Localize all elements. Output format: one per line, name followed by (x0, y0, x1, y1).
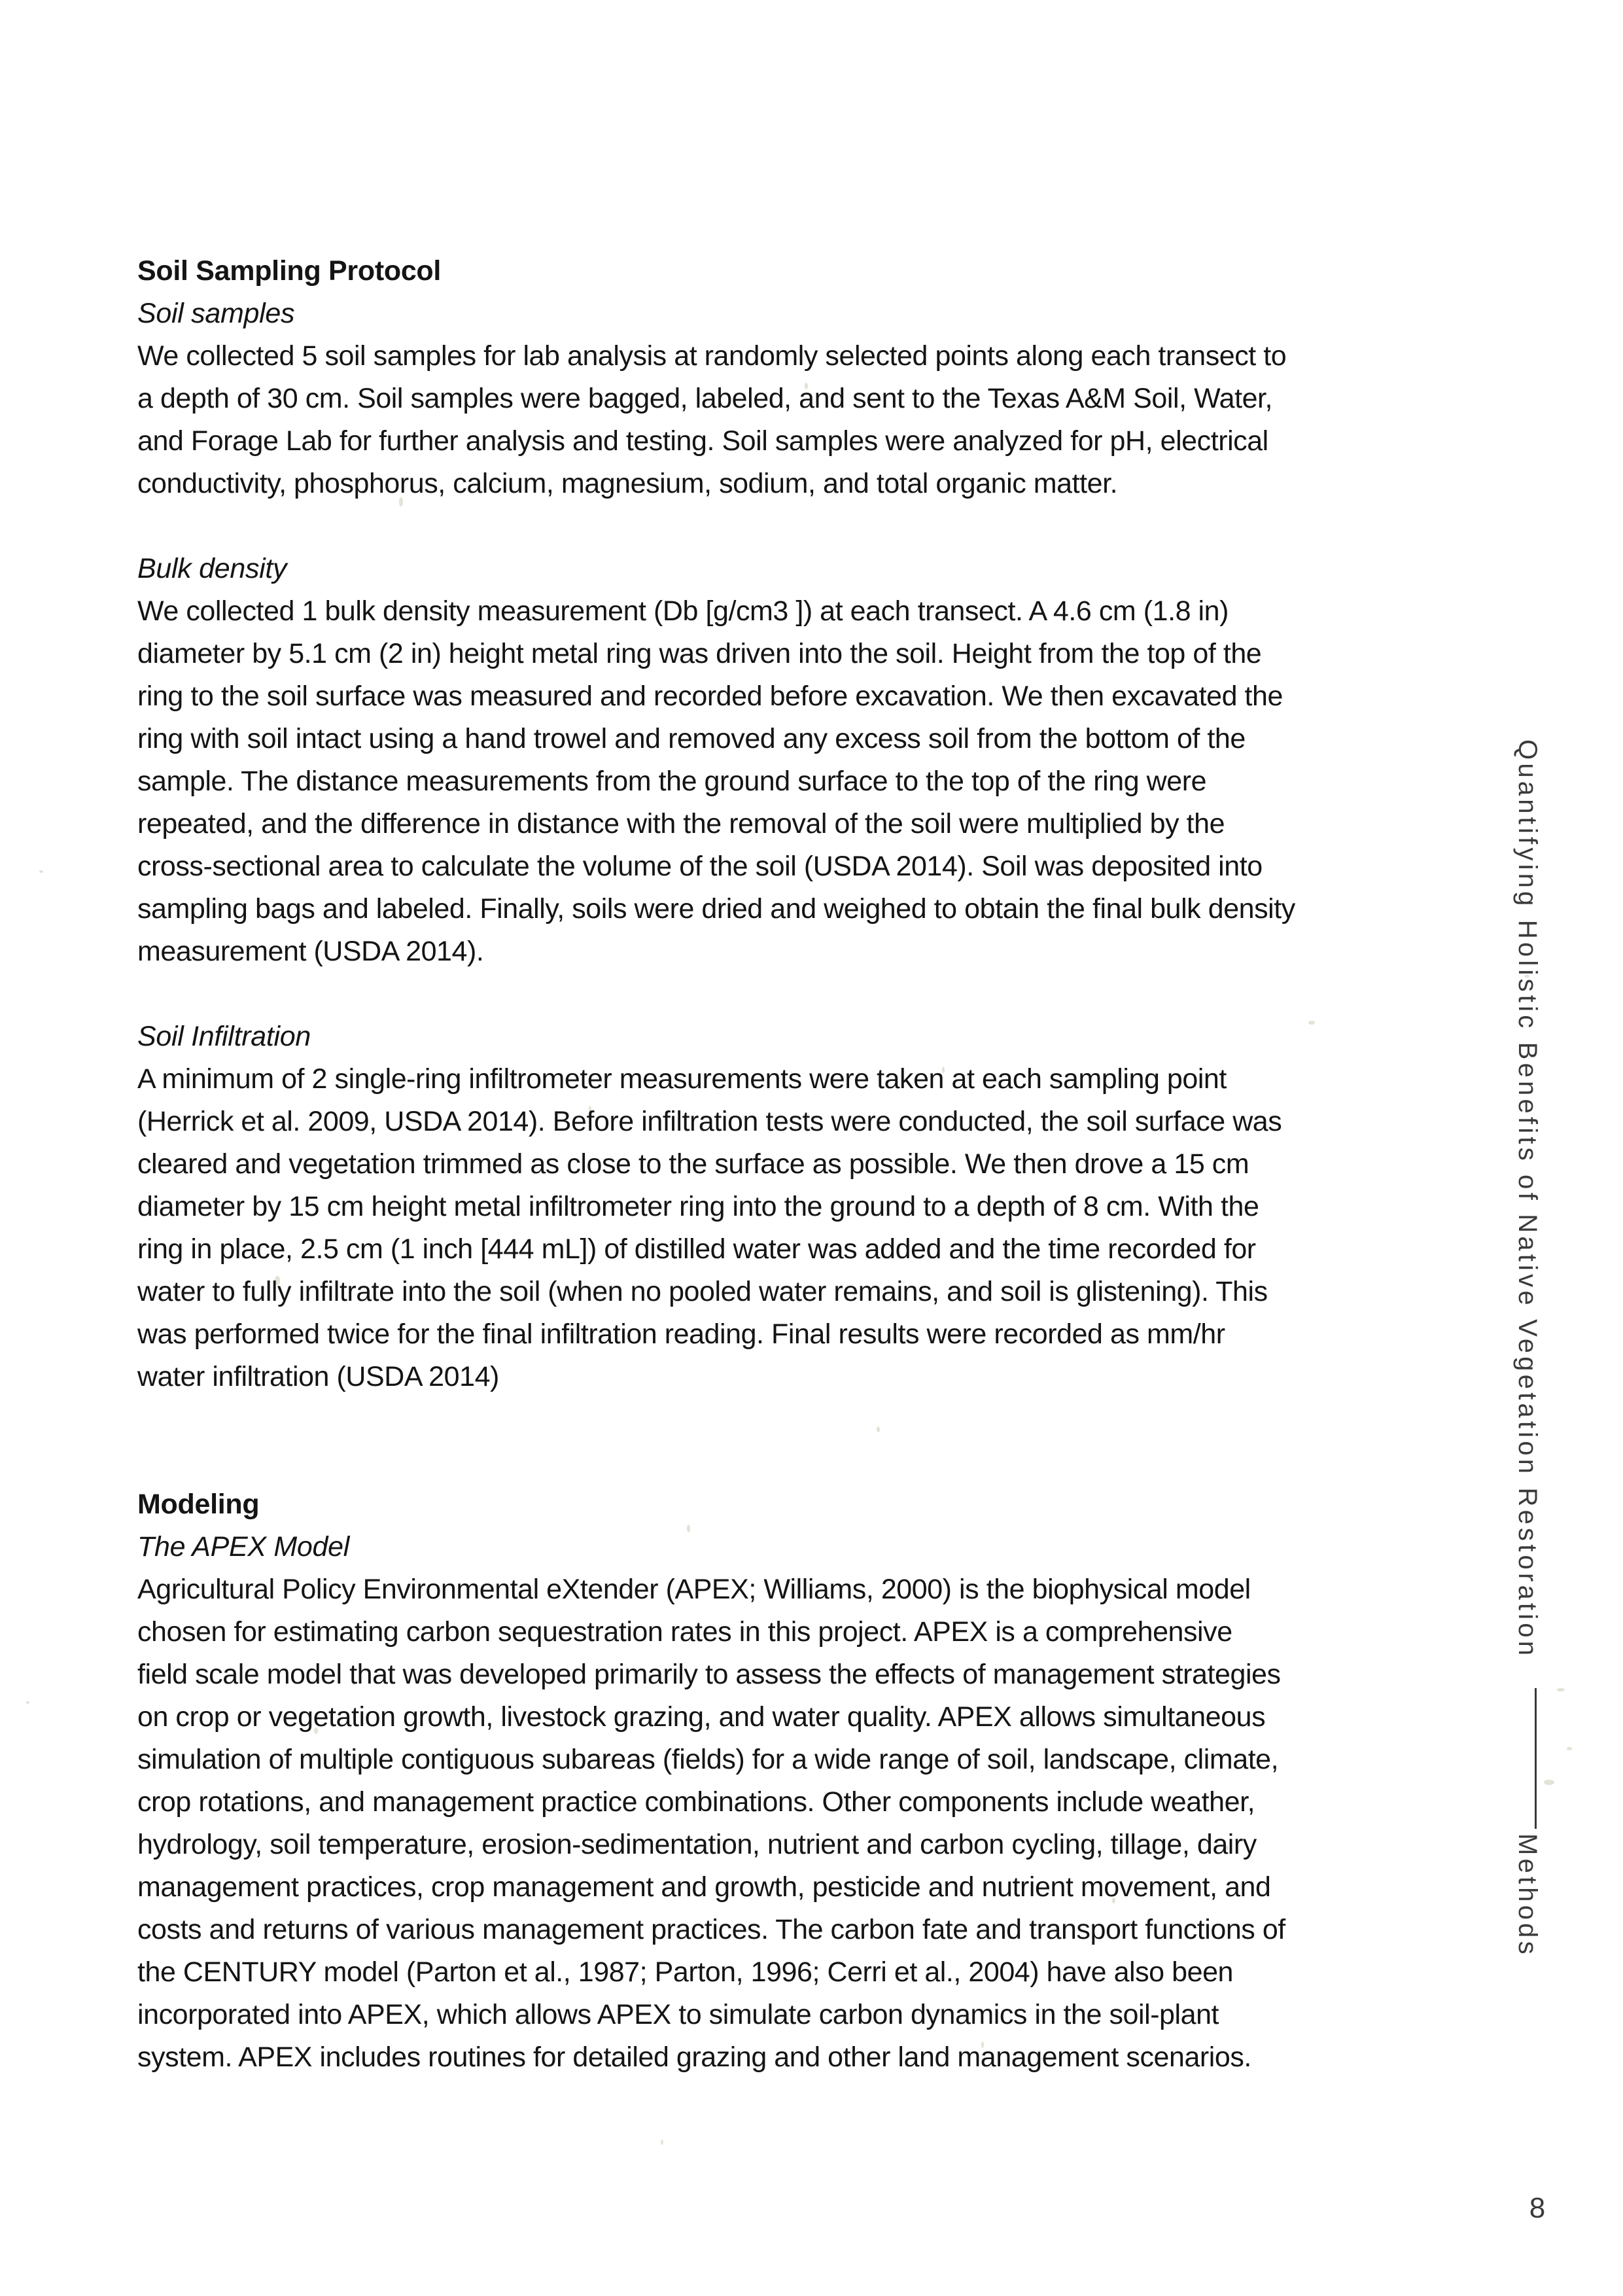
page-number: 8 (1529, 2192, 1546, 2224)
text-line: simulation of multiple contiguous subareas (fields) for a wide range of soil, landscape, climate, (137, 1744, 1279, 1775)
paragraph-soil-samples (137, 335, 1439, 505)
text-line: a depth of 30 cm. Soil samples were bagged, labeled, and sent to the Texas A&M Soil, Water, (137, 383, 1273, 414)
main-content (137, 250, 1439, 2079)
section-spacer (137, 1398, 1439, 1483)
subsection-heading-apex-model: The APEX Model (137, 1531, 350, 1563)
text-line: and Forage Lab for further analysis and testing. Soil samples were analyzed for pH, electrical (137, 425, 1268, 457)
text-line: sampling bags and labeled. Finally, soils were dried and weighed to obtain the final bulk density (137, 893, 1295, 925)
text-line: system. APEX includes routines for detailed grazing and other land management scenarios. (137, 2041, 1251, 2073)
text-line: ring to the soil surface was measured and recorded before excavation. We then excavated the (137, 680, 1283, 712)
text-line: diameter by 15 cm height metal infiltrometer ring into the ground to a depth of 8 cm. With the (137, 1191, 1259, 1222)
text-line: A minimum of 2 single-ring infiltrometer measurements were taken at each sampling point (137, 1063, 1227, 1095)
text-line: cross-sectional area to calculate the volume of the soil (USDA 2014). Soil was deposited into (137, 851, 1263, 882)
text-line: management practices, crop management and growth, pesticide and nutrient movement, and (137, 1871, 1271, 1903)
text-line: We collected 1 bulk density measurement (Db [g/cm3 ]) at each transect. A 4.6 cm (1.8 in) (137, 595, 1229, 627)
section-heading-modeling: Modeling (137, 1489, 260, 1520)
running-header-divider (1535, 1688, 1537, 1829)
text-line: hydrology, soil temperature, erosion-sedimentation, nutrient and carbon cycling, tillage, dairy (137, 1829, 1257, 1860)
text-line: the CENTURY model (Parton et al., 1987; Parton, 1996; Cerri et al., 2004) have also been (137, 1956, 1234, 1988)
text-line: repeated, and the difference in distance with the removal of the soil were multiplied by the (137, 808, 1225, 839)
text-line: cleared and vegetation trimmed as close to the surface as possible. We then drove a 15 cm (137, 1148, 1249, 1180)
text-line: incorporated into APEX, which allows APEX to simulate carbon dynamics in the soil-plant (137, 1999, 1219, 2030)
section-heading-soil-sampling-protocol: Soil Sampling Protocol (137, 255, 442, 287)
text-line: sample. The distance measurements from the ground surface to the top of the ring were (137, 766, 1207, 797)
text-line: crop rotations, and management practice combinations. Other components include weather, (137, 1786, 1255, 1818)
text-line: measurement (USDA 2014). (137, 936, 484, 967)
text-line: chosen for estimating carbon sequestration rates in this project. APEX is a comprehensive (137, 1616, 1232, 1648)
text-line: field scale model that was developed primarily to assess the effects of management strategies (137, 1659, 1281, 1690)
text-line: water to fully infiltrate into the soil (when no pooled water remains, and soil is glistening). This (137, 1276, 1268, 1307)
text-line: water infiltration (USDA 2014) (137, 1361, 499, 1392)
paragraph-spacer (137, 973, 1439, 1016)
text-line: costs and returns of various management practices. The carbon fate and transport functions of (137, 1914, 1285, 1945)
paragraph-apex-model (137, 1568, 1439, 2079)
running-header-title: Quantifying Holistic Benefits of Native Vegetation Restoration (1513, 739, 1542, 1659)
paragraph-soil-infiltration (137, 1058, 1439, 1398)
subsection-heading-bulk-density: Bulk density (137, 553, 287, 584)
running-header-section: Methods (1513, 1833, 1542, 1958)
text-line: Agricultural Policy Environmental eXtender (APEX; Williams, 2000) is the biophysical model (137, 1574, 1251, 1605)
text-line: diameter by 5.1 cm (2 in) height metal ring was driven into the soil. Height from the top of the (137, 638, 1262, 669)
text-line: ring with soil intact using a hand trowel and removed any excess soil from the bottom of the (137, 723, 1246, 754)
text-line: conductivity, phosphorus, calcium, magnesium, sodium, and total organic matter. (137, 468, 1118, 499)
text-line: was performed twice for the final infiltration reading. Final results were recorded as mm/hr (137, 1318, 1225, 1350)
text-line: (Herrick et al. 2009, USDA 2014). Before infiltration tests were conducted, the soil surface was (137, 1106, 1282, 1137)
text-line: We collected 5 soil samples for lab analysis at randomly selected points along each transect to (137, 340, 1287, 372)
subsection-heading-soil-infiltration: Soil Infiltration (137, 1021, 311, 1052)
text-line: on crop or vegetation growth, livestock grazing, and water quality. APEX allows simultaneous (137, 1701, 1266, 1733)
subsection-heading-soil-samples: Soil samples (137, 298, 295, 329)
paragraph-bulk-density (137, 590, 1439, 973)
text-line: ring in place, 2.5 cm (1 inch [444 mL]) of distilled water was added and the time recorded for (137, 1233, 1256, 1265)
paragraph-spacer (137, 505, 1439, 548)
